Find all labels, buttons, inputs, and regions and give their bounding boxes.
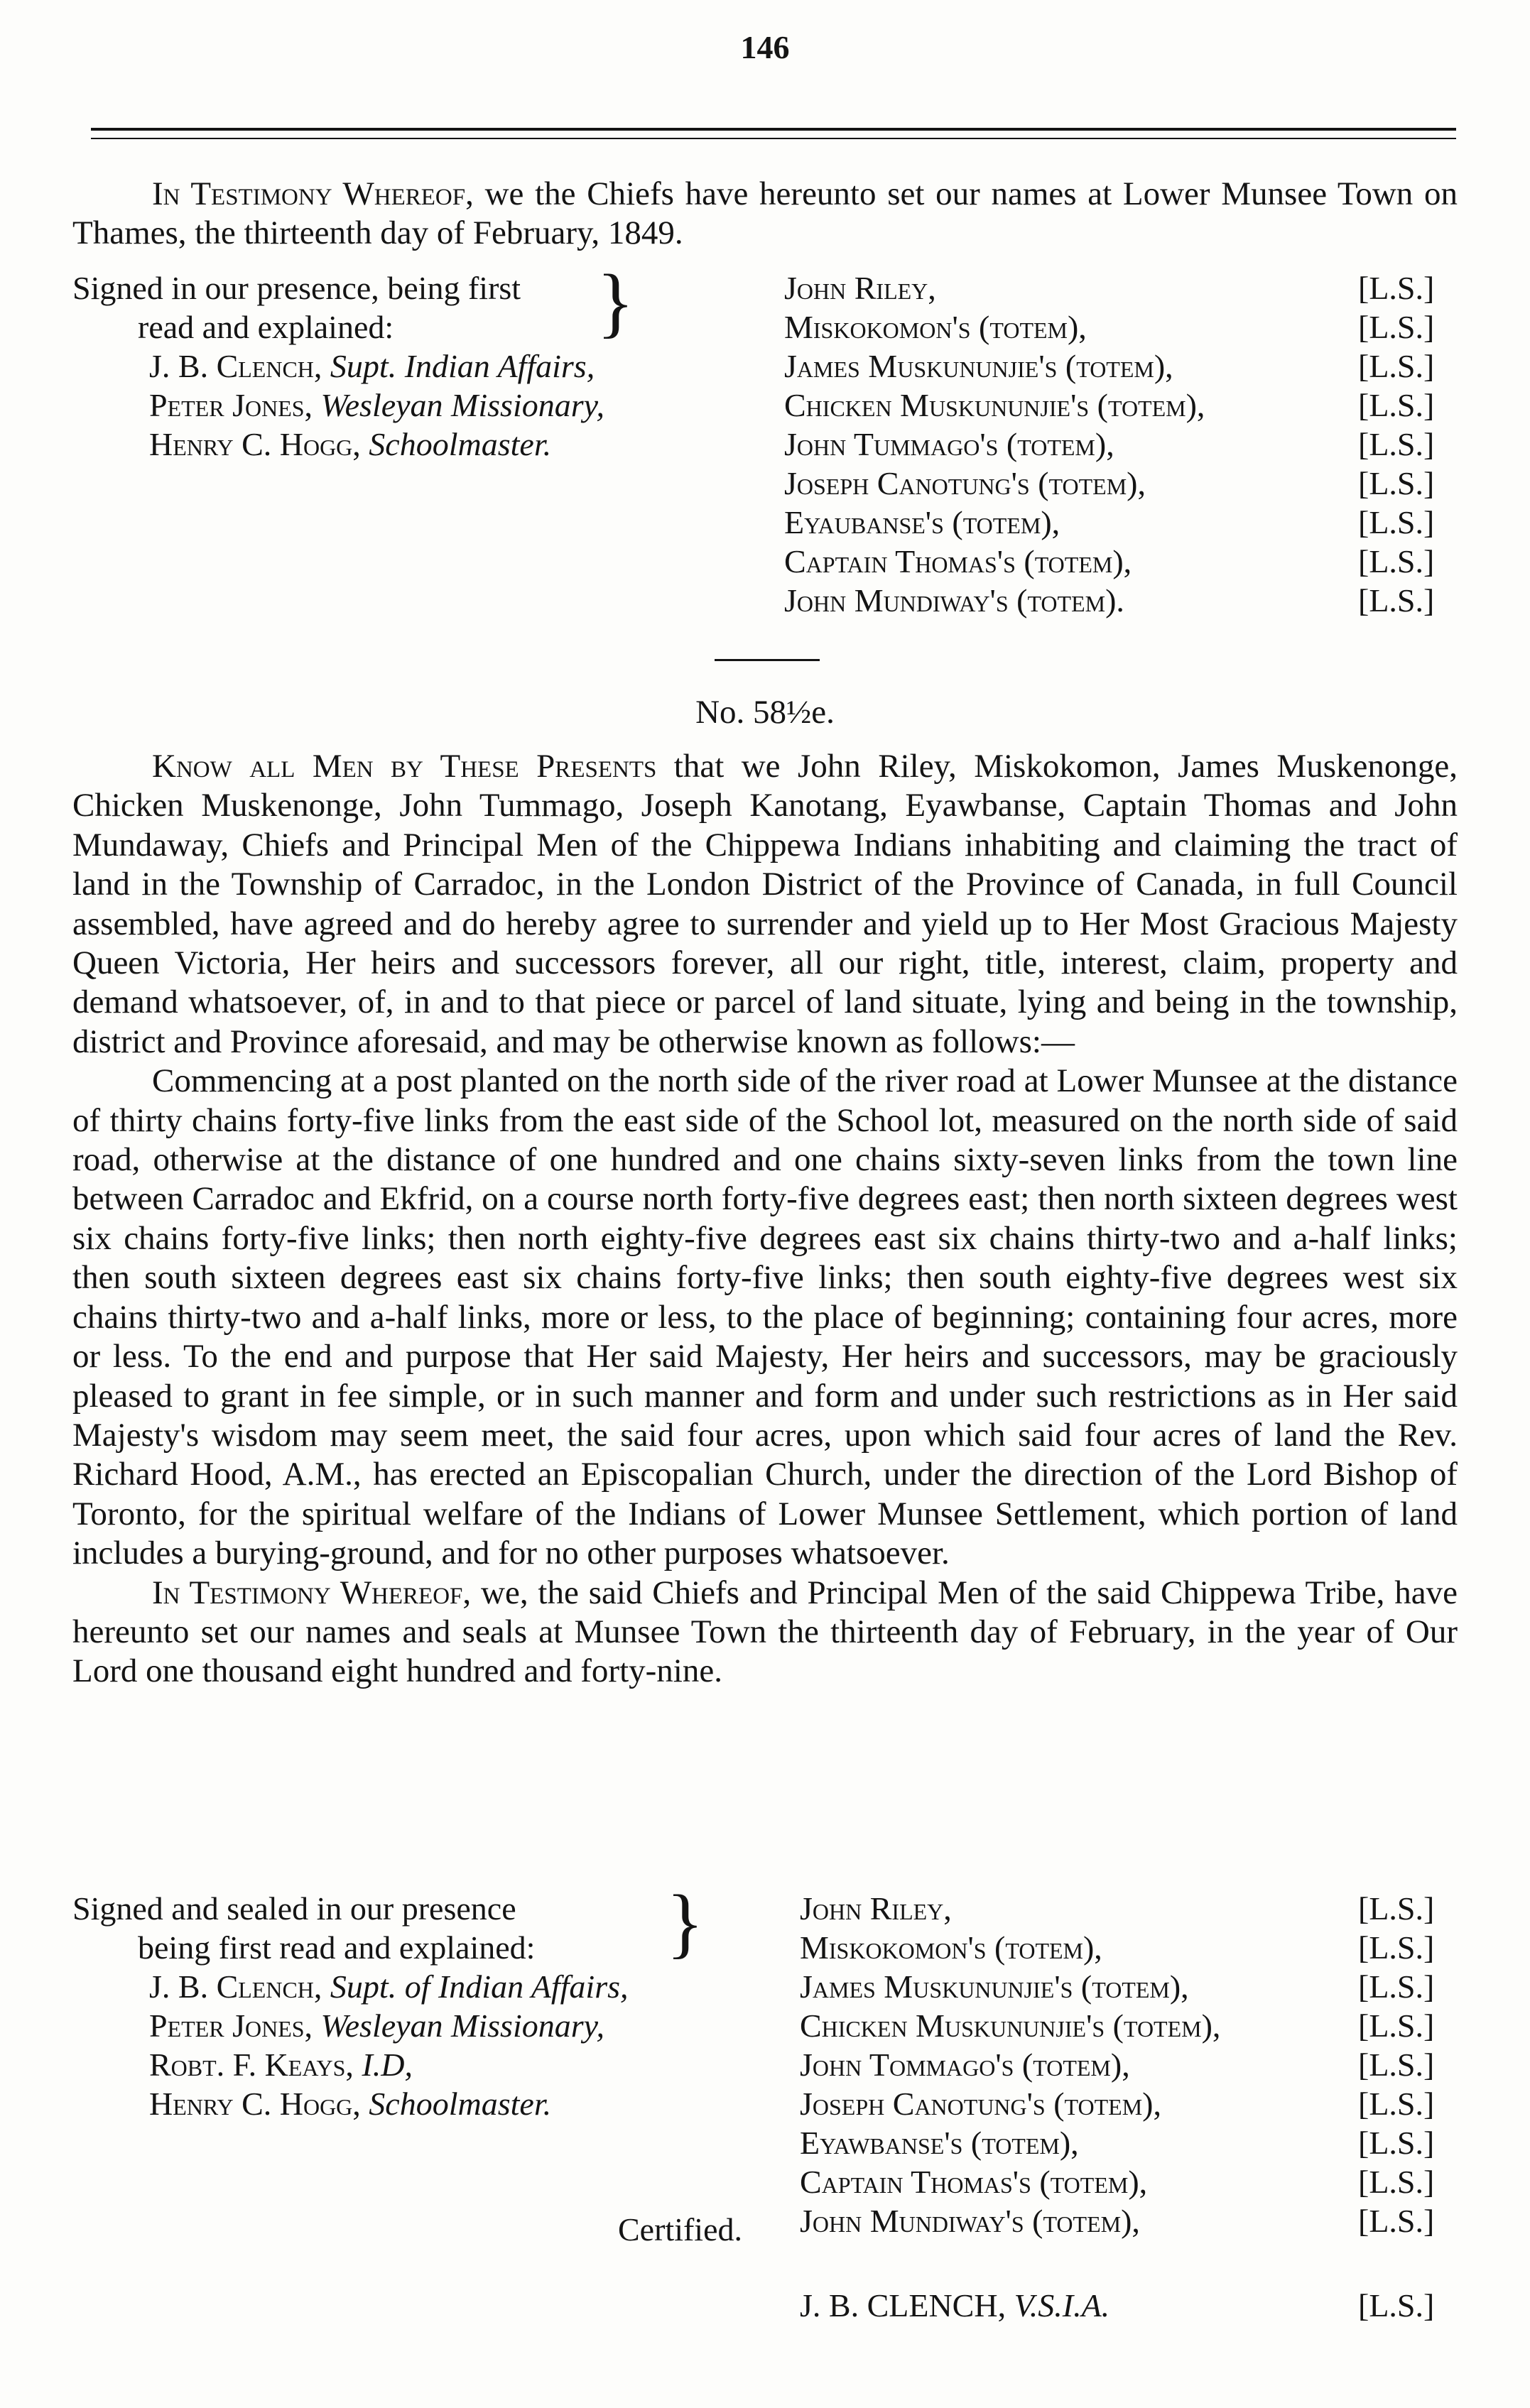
- seal-mark: [L.S.]: [1358, 1929, 1435, 1966]
- seal-mark: [L.S.]: [1358, 1968, 1435, 2005]
- seal-mark: [L.S.]: [1358, 348, 1435, 384]
- seal-mark: [L.S.]: [1358, 2047, 1435, 2083]
- witness-title: Wesleyan Missionary,: [320, 387, 605, 423]
- testimony-text: we, the said Chiefs and Principal Men of the said Chippewa Tribe, have hereunto set our names and seals at Munsee Town the thirteenth day of February, in the year of Our Lord one thousand eight hundred and forty-nine.: [72, 1574, 1458, 1690]
- know-text: that we John Riley, Miskokomon, James Muskenonge, Chicken Muskenonge, John Tummago, Joseph Kanotang, Eyawbanse, Captain Thomas and John Mundaway, Chiefs and Principal Men of the Chippewa Indians inhabiting and claiming the tract of land in the Township of Carradoc, in the London District of the Province of Canada, in full Council assembled, have agreed and do hereby agree to surrender and yield up to Her Most Gracious Majesty Queen Victoria, Her heirs and successors forever, all our right, title, interest, claim, property and demand whatsoever, of, in and to that piece or parcel of land situate, lying and being in the township, district and Province aforesaid, and may be otherwise known as follows:—: [72, 748, 1458, 1060]
- witness-line: Signed and sealed in our presence: [72, 1890, 516, 1927]
- witness-block-2: [72, 1889, 629, 2123]
- signatory-list-2: [800, 1889, 1220, 2240]
- signatory: Eyaubanse's (totem),: [784, 504, 1060, 540]
- witness-title: Supt. Indian Affairs,: [330, 348, 595, 384]
- certified-label: Certified.: [618, 2211, 742, 2248]
- signatory: John Riley,: [800, 1890, 952, 1927]
- signatory: Joseph Canotung's (totem),: [784, 465, 1146, 501]
- signatory: John Mundiway's (totem).: [784, 582, 1124, 619]
- signatory: John Riley,: [784, 270, 936, 306]
- seal-mark: [L.S.]: [1358, 543, 1435, 579]
- signatory: Captain Thomas's (totem),: [800, 2164, 1148, 2200]
- witness-name: J. B. Clench,: [149, 348, 322, 384]
- witness-title: Schoolmaster.: [369, 2086, 552, 2122]
- brace-glyph: }: [666, 1879, 704, 1966]
- witness-title: Supt. of Indian Affairs,: [330, 1968, 629, 2005]
- document-number: No. 58½e.: [695, 694, 835, 731]
- brace-glyph: }: [597, 258, 634, 345]
- witness-name: Henry C. Hogg,: [149, 2086, 361, 2122]
- signatory: Miskokomon's (totem),: [800, 1929, 1102, 1966]
- testimony-lead: In Testimony Whereof,: [152, 175, 474, 212]
- header-rule-bottom: [91, 138, 1456, 139]
- seal-mark: [L.S.]: [1358, 426, 1435, 462]
- signatory: John Mundiway's (totem),: [800, 2203, 1140, 2239]
- commencing-paragraph: Commencing at a post planted on the north side of the river road at Lower Munsee at the distance of thirty chains forty-five links from the east side of the School lot, measured on the north side of said road, otherwise at the distance of one hundred and one chains sixty-seven links from the town line between Carradoc and Ekfrid, on a course north forty-five degrees east; then north sixteen degrees west six chains forty-five links; then north eighty-five degrees east six chains thirty-two and a-half links; then south sixteen degrees east six chains forty-five links; then south eighty-five degrees west six chains thirty-two and a-half links, more or less, to the place of beginning; containing four acres, more or less. To the end and purpose that Her said Majesty, Her heirs and successors, may be graciously pleased to grant in fee simple, or in such manner and form and under such restrictions as in Her said Majesty's wisdom may seem meet, the said four acres, upon which said four acres of land the Rev. Richard Hood, A.M., has erected an Episcopalian Church, under the direction of the Lord Bishop of Toronto, for the spiritual welfare of the Indians of Lower Munsee Settlement, which portion of land includes a burying-ground, and for no other purposes whatsoever.: [72, 1062, 1458, 1572]
- signatory: Miskokomon's (totem),: [784, 309, 1087, 345]
- testimony-text: we the Chiefs have hereunto set our names at Lower Munsee Town on Thames, the thirteenth day of February, 1849.: [72, 175, 1458, 252]
- witness-title: Wesleyan Missionary,: [320, 2007, 605, 2044]
- witness-title: Schoolmaster.: [369, 426, 552, 462]
- witness-name: Henry C. Hogg,: [149, 426, 361, 462]
- witness-block-1: [72, 268, 604, 464]
- seal-mark: [L.S.]: [1358, 582, 1435, 619]
- witness-line: being first read and explained:: [138, 1929, 536, 1966]
- certifier-title: V.S.I.A.: [1014, 2287, 1110, 2323]
- seal-mark: [L.S.]: [1358, 2007, 1435, 2044]
- certifier-seal: [L.S.]: [1358, 2287, 1435, 2323]
- signatory: Chicken Muskununjie's (totem),: [800, 2007, 1221, 2044]
- seal-mark: [L.S.]: [1358, 270, 1435, 306]
- know-lead: Know all Men by These Presents: [152, 748, 657, 785]
- seal-mark: [L.S.]: [1358, 2203, 1435, 2239]
- signatory: John Tommago's (totem),: [800, 2047, 1130, 2083]
- section-divider: [715, 659, 820, 661]
- signatory: John Tummago's (totem),: [784, 426, 1114, 462]
- seal-mark: [L.S.]: [1358, 504, 1435, 540]
- signatory: Eyawbanse's (totem),: [800, 2125, 1079, 2161]
- deed-body: [72, 747, 1458, 1691]
- witness-title: I.D,: [362, 2047, 413, 2083]
- seal-mark: [L.S.]: [1358, 309, 1435, 345]
- page-number: 146: [740, 29, 790, 65]
- witness-name: Robt. F. Keays,: [149, 2047, 354, 2083]
- testimony-paragraph-1: [72, 175, 1458, 254]
- header-rule-top: [91, 128, 1456, 131]
- signatory: James Muskununjie's (totem),: [784, 348, 1173, 384]
- seal-mark: [L.S.]: [1358, 465, 1435, 501]
- signatory-list-1: [784, 268, 1205, 620]
- certifier-signature: [800, 2287, 1109, 2324]
- signatory: Captain Thomas's (totem),: [784, 543, 1132, 579]
- seal-mark: [L.S.]: [1358, 387, 1435, 423]
- testimony-lead: In Testimony Whereof,: [152, 1574, 472, 1611]
- signatory: Chicken Muskununjie's (totem),: [784, 387, 1205, 423]
- seal-column-1: [1358, 268, 1434, 620]
- certifier-name: J. B. CLENCH,: [800, 2287, 1007, 2323]
- signatory: James Muskununjie's (totem),: [800, 1968, 1189, 2005]
- witness-line: Signed in our presence, being first: [72, 270, 521, 306]
- witness-name: Peter Jones,: [149, 387, 313, 423]
- seal-mark: [L.S.]: [1358, 2164, 1435, 2200]
- seal-column-2: [1358, 1889, 1434, 2240]
- witness-name: J. B. Clench,: [149, 1968, 322, 2005]
- witness-name: Peter Jones,: [149, 2007, 313, 2044]
- seal-mark: [L.S.]: [1358, 1890, 1435, 1927]
- seal-mark: [L.S.]: [1358, 2125, 1435, 2161]
- seal-mark: [L.S.]: [1358, 2086, 1435, 2122]
- witness-line: read and explained:: [138, 309, 394, 345]
- signatory: Joseph Canotung's (totem),: [800, 2086, 1161, 2122]
